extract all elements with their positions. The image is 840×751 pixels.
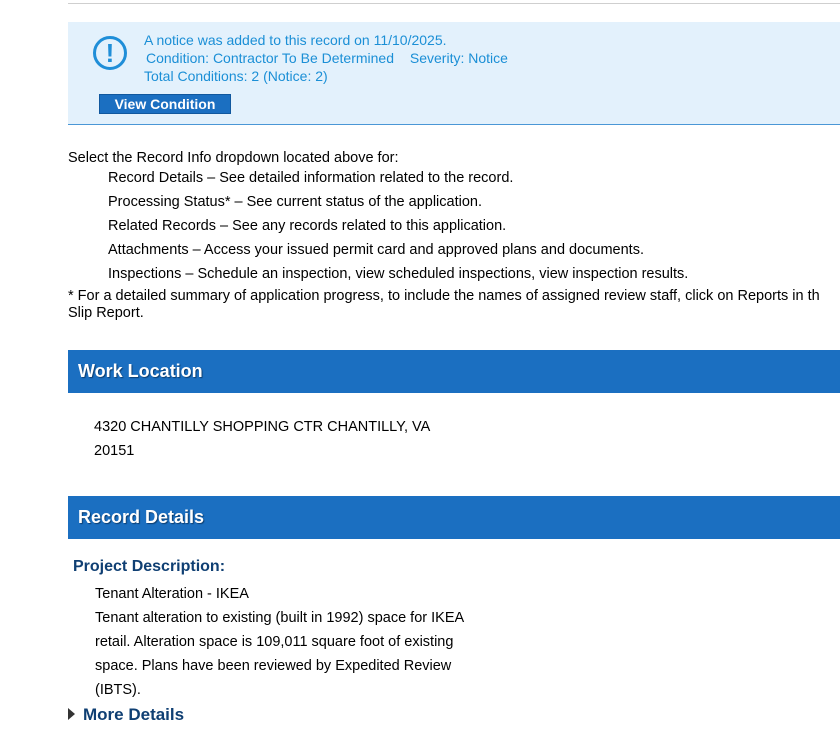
notice-condition-line (146, 50, 508, 66)
address-line-2: 20151 (94, 443, 135, 459)
project-name: Tenant Alteration - IKEA (95, 586, 249, 602)
project-description-label: Project Description: (73, 558, 226, 575)
condition-value: Contractor To Be Determined (212, 50, 394, 66)
expand-triangle-icon (68, 708, 75, 720)
project-description (95, 582, 495, 702)
record-info-intro: Select the Record Info dropdown located above for: (68, 150, 399, 166)
more-details-label: More Details (83, 705, 185, 724)
view-condition-button[interactable]: View Condition (99, 94, 231, 114)
project-text-line: space. Plans have been reviewed by Expedited Review (95, 658, 452, 674)
footnote-line-1: * For a detailed summary of application progress, to include the names of assigned review staff, click on Reports in th (68, 288, 820, 304)
project-text-line: (IBTS). (95, 682, 141, 698)
footnote (68, 288, 820, 322)
condition-label: Condition: (146, 50, 210, 66)
list-item: Processing Status* – See current status of the application. (108, 194, 482, 210)
total-conditions-label: Total Conditions: (144, 68, 248, 84)
address-line-1: 4320 CHANTILLY SHOPPING CTR CHANTILLY, VA (94, 419, 431, 435)
project-text-line: retail. Alteration space is 109,011 square foot of existing (95, 634, 454, 650)
work-location-address (94, 415, 430, 463)
notice-added-text: A notice was added to this record on 11/10/2025. (144, 32, 447, 48)
list-item: Record Details – See detailed information related to the record. (108, 170, 514, 186)
top-divider (68, 0, 840, 4)
severity-label: Severity: (409, 50, 465, 66)
list-item: Inspections – Schedule an inspection, view scheduled inspections, view inspection results. (108, 266, 689, 282)
record-details-header: Record Details (68, 496, 840, 539)
notice-total-line (144, 68, 328, 84)
list-item: Attachments – Access your issued permit card and approved plans and documents. (108, 242, 644, 258)
list-item: Related Records – See any records related to this application. (108, 218, 507, 234)
work-location-header: Work Location (68, 350, 840, 393)
notice-banner (68, 22, 840, 125)
more-details-toggle[interactable] (68, 705, 184, 725)
project-text-line: Tenant alteration to existing (built in 1992) space for IKEA (95, 610, 465, 626)
total-conditions-value: 2 (251, 68, 260, 84)
info-alert-icon: ! (93, 36, 127, 70)
footnote-line-2: Slip Report. (68, 305, 144, 321)
severity-value: Notice (468, 50, 508, 66)
notice-count: (Notice: 2) (263, 68, 328, 84)
